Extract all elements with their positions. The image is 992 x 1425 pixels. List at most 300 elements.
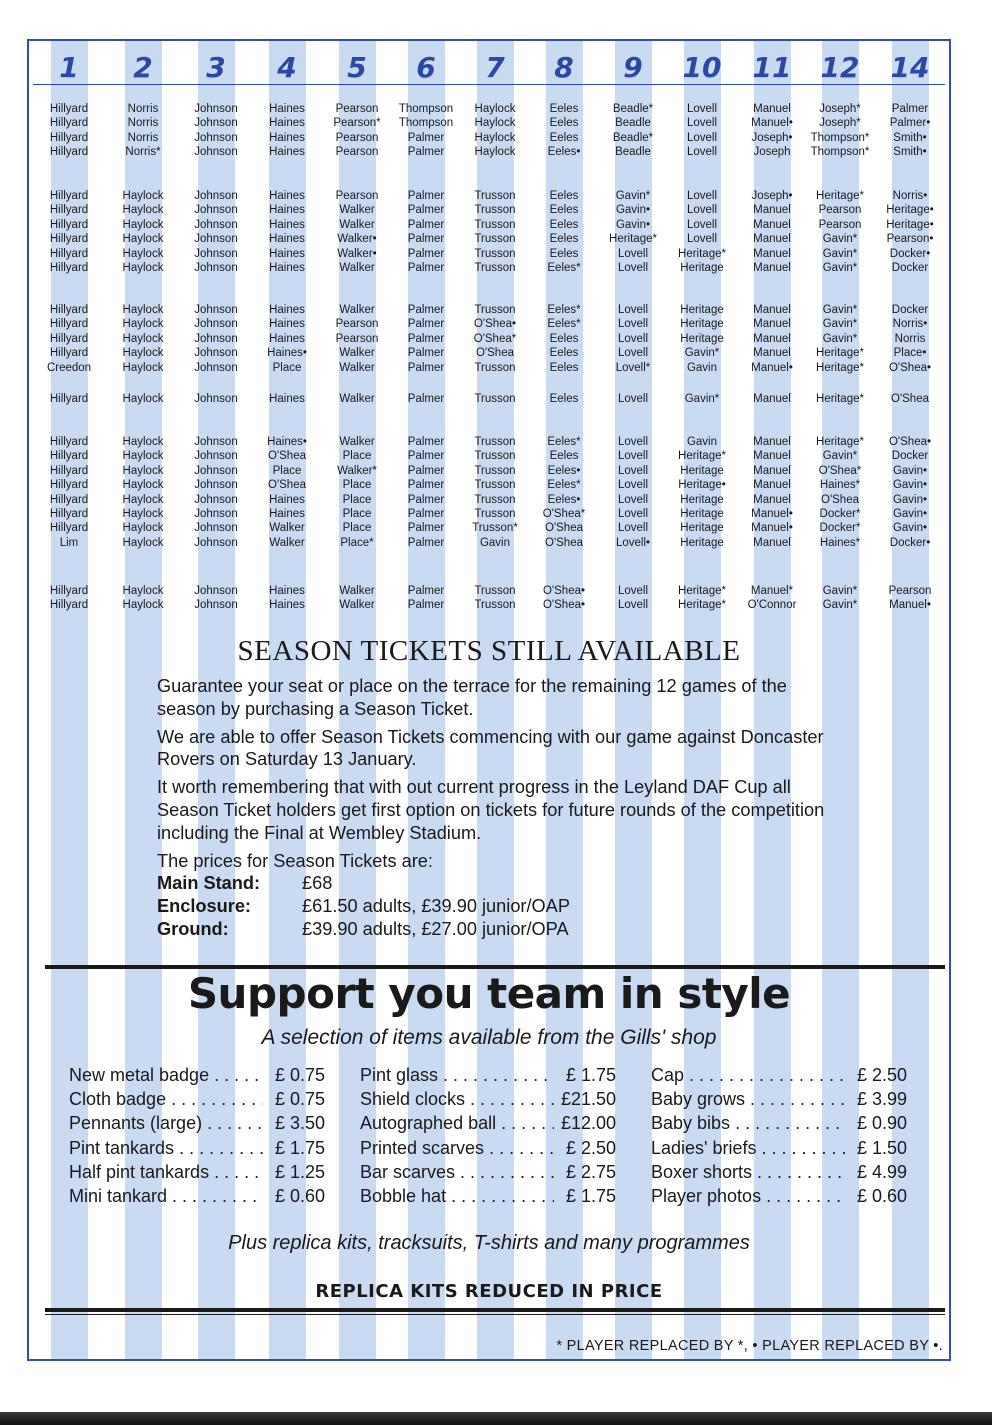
lineup-cell: Lovell bbox=[617, 479, 649, 492]
lineup-cell: Walker bbox=[339, 218, 375, 231]
squad-number: 10 bbox=[682, 51, 722, 84]
lineup-cell: Palmer bbox=[407, 450, 445, 463]
lineup-cell: Johnson bbox=[194, 522, 238, 535]
lineup-cell: Haylock bbox=[122, 393, 164, 405]
lineup-cell: Trusson bbox=[474, 493, 516, 506]
lineup-cell: Manuel bbox=[753, 493, 791, 506]
lineup-cell: Heritage* bbox=[816, 393, 864, 405]
lineup-cell: O'Shea* bbox=[473, 332, 517, 345]
lineup-cell: Lovell bbox=[617, 464, 649, 477]
lineup-cell: Manuel bbox=[753, 103, 791, 115]
lineup-cell: Hillyard bbox=[49, 146, 89, 159]
lineup-cell: Walker bbox=[339, 204, 375, 217]
lineup-cell: Joseph• bbox=[751, 190, 793, 202]
lineup-cell: Palmer bbox=[407, 493, 445, 506]
lineup-cell: Trusson bbox=[474, 599, 516, 612]
shop-item bbox=[360, 1184, 616, 1208]
lineup-cell: Haylock bbox=[122, 585, 164, 597]
lineup-cell: Docker bbox=[891, 304, 929, 316]
lineup-cell: Heritage bbox=[680, 508, 724, 520]
lineup-cell: Hillyard bbox=[49, 436, 89, 448]
lineup-cell: Walker* bbox=[337, 464, 377, 477]
lineup-cell: Heritage bbox=[680, 536, 724, 549]
lineup-cell: Gavin* bbox=[684, 393, 720, 405]
shop-item-name: Baby bibs . . . bbox=[651, 1111, 845, 1135]
lineup-cell: Hillyard bbox=[49, 332, 89, 345]
lineup-cell: Haylock bbox=[474, 117, 516, 130]
lineup-cell: O'Shea• bbox=[888, 436, 932, 448]
price-label: Enclosure: bbox=[157, 896, 251, 917]
lineup-cell: Gavin bbox=[686, 436, 718, 448]
lineup-cell: Palmer bbox=[407, 318, 445, 331]
lineup-cell: Pearson• bbox=[886, 233, 934, 246]
lineup-cell: Palmer bbox=[407, 479, 445, 492]
lineup-cell: Gavin* bbox=[822, 318, 858, 331]
lineup-cell: Norris bbox=[127, 117, 159, 130]
lineup-cell: Johnson bbox=[194, 233, 238, 246]
lineup-cell: Gavin* bbox=[822, 304, 858, 316]
shop-item bbox=[651, 1136, 907, 1160]
lineup-cell: Heritage* bbox=[678, 599, 726, 612]
lineup-cell: Walker bbox=[269, 522, 305, 535]
season-tickets-title: SEASON TICKETS STILL AVAILABLE bbox=[237, 635, 741, 667]
lineup-cell: Haines bbox=[269, 190, 305, 202]
price-row-ground bbox=[157, 918, 837, 941]
lineup-cell: Smith• bbox=[893, 146, 927, 159]
lineup-cell: Trusson* bbox=[472, 522, 518, 535]
lineup-cell: O'Shea bbox=[268, 479, 306, 492]
lineup-cell: Beadle* bbox=[612, 103, 654, 115]
squad-number: 4 bbox=[277, 51, 297, 84]
lineup-cell: Trusson bbox=[474, 450, 516, 463]
lineup-cell: O'Shea• bbox=[542, 599, 586, 612]
shop-column bbox=[360, 1063, 616, 1208]
lineup-cell: Beadle bbox=[615, 117, 651, 130]
lineup-cell: Haylock bbox=[122, 361, 164, 374]
lineup-cell: Thompson bbox=[398, 103, 454, 115]
lineup-cell: Walker• bbox=[337, 233, 377, 246]
lineup-cell: Eeles* bbox=[547, 479, 581, 492]
lineup-cell: Manuel bbox=[753, 233, 791, 246]
lineup-cell: Hillyard bbox=[49, 450, 89, 463]
lineup-cell: Manuel bbox=[753, 318, 791, 331]
shop-title: Support you team in style bbox=[187, 969, 791, 1018]
shop-item bbox=[360, 1063, 616, 1087]
shop-column bbox=[651, 1063, 907, 1208]
lineup-cell: Eeles* bbox=[547, 304, 581, 316]
lineup-cell: Haylock bbox=[122, 247, 164, 260]
lineup-cell: Haylock bbox=[122, 599, 164, 612]
shop-item-name: Baby grows . . . bbox=[651, 1087, 845, 1111]
lineup-cell: Haines* bbox=[819, 479, 861, 492]
shop-item bbox=[360, 1136, 616, 1160]
price-value: £61.50 adults, £39.90 junior/OAP bbox=[302, 896, 570, 917]
lineup-cell: Heritage* bbox=[678, 450, 726, 463]
squad-number: 14 bbox=[890, 51, 930, 84]
squad-number: 1 bbox=[59, 51, 79, 84]
lineup-cell: Heritage* bbox=[678, 585, 726, 597]
price-label: Ground: bbox=[157, 918, 229, 939]
lineup-cell: Haylock bbox=[122, 464, 164, 477]
lineup-cell: Haylock bbox=[122, 204, 164, 217]
shop-item-price: £ 1.50 bbox=[856, 1137, 907, 1158]
lineup-cell: Haines bbox=[269, 218, 305, 231]
shop-item-name: Cloth badge . . . bbox=[69, 1087, 263, 1111]
lineup-cell: Eeles bbox=[549, 450, 579, 463]
divider-bottom-thin bbox=[45, 1314, 945, 1315]
shop-item bbox=[69, 1184, 325, 1208]
lineup-cell: Walker bbox=[339, 585, 375, 597]
lineup-cell: Manuel bbox=[753, 464, 791, 477]
lineup-cell: Johnson bbox=[194, 190, 238, 202]
lineup-cell: Hillyard bbox=[49, 190, 89, 202]
lineup-cell: Place• bbox=[893, 347, 927, 360]
lineup-cell: Johnson bbox=[194, 479, 238, 492]
lineup-cell: Manuel• bbox=[751, 361, 793, 374]
lineup-cell: Palmer bbox=[407, 304, 445, 316]
lineup-cell: Haines bbox=[269, 393, 305, 405]
squad-number: 7 bbox=[485, 51, 505, 84]
lineup-cell: Manuel bbox=[753, 536, 791, 549]
lineup-cell: Johnson bbox=[194, 332, 238, 345]
lineup-cell: Walker bbox=[339, 436, 375, 448]
lineup-cell: Palmer bbox=[407, 436, 445, 448]
lineup-cell: Haines bbox=[269, 131, 305, 144]
lineup-cell: Haines bbox=[269, 585, 305, 597]
lineup-cell: Haines* bbox=[819, 536, 861, 549]
shop-item-price: £ 4.99 bbox=[856, 1161, 907, 1182]
lineup-cell: Pearson* bbox=[333, 117, 381, 130]
shop-item-price: £ 0.60 bbox=[856, 1186, 907, 1207]
lineup-cell: Johnson bbox=[194, 247, 238, 260]
lineup-cell: Trusson bbox=[474, 464, 516, 477]
shop-item-price: £ 2.75 bbox=[565, 1161, 616, 1182]
lineup-cell: Trusson bbox=[474, 233, 516, 246]
lineup-cell: Johnson bbox=[194, 103, 238, 115]
lineup-cell: Pearson bbox=[335, 131, 379, 144]
lineup-cell: Manuel bbox=[753, 393, 791, 405]
lineup-cell: O'Shea bbox=[268, 450, 306, 463]
squad-number: 6 bbox=[416, 51, 436, 84]
shop-item-price: £ 1.75 bbox=[565, 1065, 616, 1085]
lineup-cell: Palmer bbox=[407, 247, 445, 260]
lineup-cell: Manuel* bbox=[750, 585, 794, 597]
shop-item-price: £21.50 bbox=[560, 1089, 616, 1110]
lineup-cell: Gavin• bbox=[892, 508, 928, 520]
lineup-cell: Lovell bbox=[617, 493, 649, 506]
lineup-cell: Johnson bbox=[194, 204, 238, 217]
lineup-cell: Palmer bbox=[407, 508, 445, 520]
lineup-cell: Eeles bbox=[549, 361, 579, 374]
lineup-cell: Hillyard bbox=[49, 247, 89, 260]
divider-bottom-thick bbox=[45, 1308, 945, 1312]
lineup-cell: Hillyard bbox=[49, 318, 89, 331]
lineup-cell: Gavin• bbox=[892, 493, 928, 506]
lineup-cell: Haines• bbox=[267, 347, 307, 360]
lineup-cell: O'Shea• bbox=[888, 361, 932, 374]
lineup-cell: Eeles bbox=[549, 190, 579, 202]
lineup-cell: Trusson bbox=[474, 304, 516, 316]
lineup-cell: Heritage* bbox=[678, 247, 726, 260]
lineup-cell: Walker bbox=[339, 304, 375, 316]
lineup-cell: Gavin* bbox=[822, 599, 858, 612]
lineup-cell: Gavin• bbox=[615, 204, 651, 217]
lineup-cell: Pearson bbox=[335, 190, 379, 202]
lineup-cell: Palmer bbox=[407, 204, 445, 217]
shop-item-name: Cap . . . bbox=[651, 1063, 845, 1087]
lineup-cell: Eeles• bbox=[547, 493, 581, 506]
shop-item bbox=[651, 1063, 907, 1087]
lineup-cell: Johnson bbox=[194, 493, 238, 506]
lineup-cell: Haylock bbox=[122, 332, 164, 345]
lineup-cell: O'Shea* bbox=[818, 464, 862, 477]
shop-item-name: Mini tankard . . . bbox=[69, 1184, 263, 1208]
lineup-cell: O'Shea bbox=[545, 522, 583, 535]
page-content bbox=[29, 41, 949, 1359]
lineup-cell: Haylock bbox=[122, 522, 164, 535]
lineup-cell: Lovell bbox=[686, 131, 718, 144]
lineup-cell: Pearson bbox=[335, 103, 379, 115]
lineup-cell: Gavin bbox=[686, 361, 718, 374]
lineup-cell: Norris• bbox=[892, 318, 928, 331]
lineup-cell: O'Shea bbox=[821, 493, 859, 506]
lineup-cell: Manuel bbox=[753, 450, 791, 463]
lineup-cell: Place bbox=[272, 464, 302, 477]
lineup-cell: Haines bbox=[269, 508, 305, 520]
lineup-cell: Gavin• bbox=[892, 464, 928, 477]
lineup-cell: Pearson bbox=[335, 332, 379, 345]
lineup-cell: Hillyard bbox=[49, 522, 89, 535]
lineup-cell: Palmer bbox=[891, 103, 929, 115]
lineup-cell: O'Shea* bbox=[542, 508, 586, 520]
lineup-cell: Lovell bbox=[617, 522, 649, 535]
shop-item-price: £ 2.50 bbox=[565, 1137, 616, 1158]
lineup-cell: Hillyard bbox=[49, 304, 89, 316]
lineup-cell: Hillyard bbox=[49, 493, 89, 506]
lineup-cell: Lovell bbox=[617, 599, 649, 612]
lineup-cell: Heritage• bbox=[886, 204, 934, 217]
shop-item bbox=[651, 1087, 907, 1111]
shop-item-name: New metal badge . . . bbox=[69, 1063, 263, 1087]
lineup-cell: Eeles* bbox=[547, 436, 581, 448]
lineup-cell: Manuel bbox=[753, 304, 791, 316]
lineup-cell: Walker bbox=[339, 347, 375, 360]
lineup-cell: Heritage* bbox=[816, 190, 864, 202]
lineup-cell: O'Shea• bbox=[473, 318, 517, 331]
lineup-cell: Gavin* bbox=[822, 450, 858, 463]
season-paragraph: We are able to offer Season Tickets commencing with our game against Doncaster Rovers on Saturday 13 January. bbox=[157, 726, 824, 770]
lineup-cell: Haylock bbox=[122, 262, 164, 274]
lineup-cell: Norris bbox=[894, 332, 926, 345]
lineup-cell: Johnson bbox=[194, 464, 238, 477]
lineup-cell: Eeles bbox=[549, 332, 579, 345]
season-paragraph: The prices for Season Tickets are: bbox=[157, 850, 433, 871]
lineup-cell: Haylock bbox=[122, 508, 164, 520]
lineup-cell: O'Shea bbox=[891, 393, 929, 405]
shop-item-price: £ 0.75 bbox=[274, 1089, 325, 1110]
lineup-cell: O'Shea bbox=[545, 536, 583, 549]
lineup-cell: Gavin* bbox=[822, 585, 858, 597]
lineup-cell: Manuel bbox=[753, 436, 791, 448]
price-row-main-stand bbox=[157, 872, 837, 895]
shop-item bbox=[360, 1111, 616, 1135]
lineup-cell: Heritage bbox=[680, 304, 724, 316]
lineup-cell: Hillyard bbox=[49, 585, 89, 597]
lineup-cell: Trusson bbox=[474, 393, 516, 405]
lineup-cell: Eeles bbox=[549, 347, 579, 360]
lineup-cell: Hillyard bbox=[49, 117, 89, 130]
lineup-cell: Haines bbox=[269, 493, 305, 506]
lineup-cell: Joseph* bbox=[819, 103, 861, 115]
lineup-cell: Trusson bbox=[474, 361, 516, 374]
lineup-cell: Heritage* bbox=[816, 436, 864, 448]
lineup-cell: Hillyard bbox=[49, 218, 89, 231]
lineup-cell: Trusson bbox=[474, 508, 516, 520]
reduced-price-banner: REPLICA KITS REDUCED IN PRICE bbox=[315, 1281, 663, 1302]
lineup-cell: Lovell bbox=[617, 332, 649, 345]
lineup-cell: Manuel• bbox=[751, 508, 793, 520]
lineup-cell: Johnson bbox=[194, 536, 238, 549]
lineup-cell: Johnson bbox=[194, 304, 238, 316]
lineup-cell: Lovell bbox=[617, 347, 649, 360]
shop-item bbox=[360, 1087, 616, 1111]
scan-edge bbox=[0, 1412, 992, 1425]
lineup-cell: Docker* bbox=[819, 508, 861, 520]
lineup-cell: Haines bbox=[269, 304, 305, 316]
shop-item-name: Pint glass . . . bbox=[360, 1063, 554, 1087]
lineup-cell: Johnson bbox=[194, 508, 238, 520]
lineup-cell: Johnson bbox=[194, 393, 238, 405]
lineup-cell: Palmer bbox=[407, 585, 445, 597]
lineup-cell: O'Connor bbox=[747, 599, 797, 612]
lineup-cell: Johnson bbox=[194, 131, 238, 144]
lineup-cell: Palmer bbox=[407, 393, 445, 405]
lineup-cell: Place* bbox=[340, 536, 374, 549]
lineup-cell: Lim bbox=[59, 536, 79, 549]
lineup-cell: Eeles* bbox=[547, 318, 581, 331]
squad-number: 3 bbox=[206, 51, 226, 84]
lineup-cell: Manuel bbox=[753, 479, 791, 492]
lineup-cell: Johnson bbox=[194, 436, 238, 448]
lineup-cell: Palmer bbox=[407, 146, 445, 159]
lineup-cell: Haylock bbox=[122, 218, 164, 231]
lineup-cell: Pearson bbox=[335, 146, 379, 159]
lineup-cell: Heritage* bbox=[816, 347, 864, 360]
lineup-cell: Haylock bbox=[122, 304, 164, 316]
programme-page bbox=[27, 39, 951, 1361]
shop-item-price: £ 0.90 bbox=[856, 1113, 907, 1134]
season-paragraph: Guarantee your seat or place on the terrace for the remaining 12 games of the season by purchasing a Season Ticket. bbox=[157, 676, 787, 719]
lineup-cell: Gavin* bbox=[822, 262, 858, 274]
lineup-cell: Docker* bbox=[819, 522, 861, 535]
shop-item-name: Bar scarves . . . bbox=[360, 1160, 554, 1184]
shop-item bbox=[69, 1136, 325, 1160]
lineup-cell: Lovell bbox=[617, 450, 649, 463]
lineup-cell: Lovell bbox=[617, 508, 649, 520]
lineup-cell: Place bbox=[342, 479, 372, 492]
lineup-cell: Gavin• bbox=[892, 479, 928, 492]
lineup-cell: Hillyard bbox=[49, 464, 89, 477]
lineup-cell: Palmer bbox=[407, 599, 445, 612]
lineup-cell: Gavin* bbox=[822, 233, 858, 246]
lineup-cell: Joseph* bbox=[819, 117, 861, 130]
shop-item bbox=[69, 1087, 325, 1111]
shop-item-price: £ 3.99 bbox=[856, 1089, 907, 1110]
shop-item bbox=[69, 1160, 325, 1184]
lineup-cell: Johnson bbox=[194, 318, 238, 331]
lineup-cell: Haylock bbox=[122, 436, 164, 448]
lineup-cell: Haylock bbox=[122, 233, 164, 246]
lineup-cell: Hillyard bbox=[49, 508, 89, 520]
lineup-cell: Hillyard bbox=[49, 131, 89, 144]
lineup-cell: Place bbox=[342, 493, 372, 506]
shop-item bbox=[69, 1063, 325, 1087]
shop-item-price: £ 1.25 bbox=[274, 1161, 325, 1182]
lineup-cell: Joseph bbox=[753, 146, 791, 159]
lineup-cell: Lovell bbox=[617, 585, 649, 597]
lineup-cell: Hillyard bbox=[49, 393, 89, 405]
shop-item-name: Pint tankards . . . bbox=[69, 1136, 263, 1160]
lineup-cell: Palmer bbox=[407, 464, 445, 477]
lineup-cell: Lovell• bbox=[615, 536, 651, 549]
lineup-cell: Haines bbox=[269, 117, 305, 130]
lineup-cell: Lovell bbox=[617, 304, 649, 316]
lineup-cell: Haylock bbox=[474, 103, 516, 115]
lineup-cell: Heritage* bbox=[816, 361, 864, 374]
lineup-cell: Thompson* bbox=[810, 146, 870, 159]
lineup-cell: Haylock bbox=[122, 536, 164, 549]
replica-line: Plus replica kits, tracksuits, T-shirts and many programmes bbox=[228, 1232, 750, 1254]
lineup-cell: Gavin* bbox=[822, 332, 858, 345]
shop-subtitle: A selection of items available from the Gills' shop bbox=[261, 1026, 717, 1049]
lineup-cell: Lovell bbox=[617, 262, 649, 274]
lineup-cell: Walker bbox=[339, 262, 375, 274]
shop-item-price: £12.00 bbox=[560, 1113, 616, 1134]
lineup-cell: Hillyard bbox=[49, 347, 89, 360]
lineup-cell: Gavin• bbox=[892, 522, 928, 535]
lineup-cell: Norris bbox=[127, 131, 159, 144]
lineup-cell: Heritage bbox=[680, 318, 724, 331]
lineup-cell: Place bbox=[342, 522, 372, 535]
lineup-cell: Beadle bbox=[615, 146, 651, 159]
lineup-cell: Heritage• bbox=[678, 479, 726, 492]
shop-item-price: £ 3.50 bbox=[274, 1113, 325, 1134]
squad-number: 12 bbox=[820, 51, 860, 84]
shop-item bbox=[651, 1111, 907, 1135]
lineup-cell: Manuel• bbox=[889, 599, 931, 612]
squad-number: 8 bbox=[554, 51, 574, 84]
lineup-cell: Manuel bbox=[753, 262, 791, 274]
lineup-cell: Eeles bbox=[549, 131, 579, 144]
lineup-cell: Eeles bbox=[549, 117, 579, 130]
lineup-cell: Eeles• bbox=[547, 146, 581, 159]
lineup-cell: Hillyard bbox=[49, 479, 89, 492]
lineup-cell: Heritage bbox=[680, 493, 724, 506]
lineup-cell: Haylock bbox=[474, 146, 516, 159]
lineup-cell: Haylock bbox=[474, 131, 516, 144]
shop-item-price: £ 1.75 bbox=[565, 1186, 616, 1207]
lineup-cell: O'Shea• bbox=[542, 585, 586, 597]
lineup-cell: Hillyard bbox=[49, 204, 89, 217]
lineup-cell: Trusson bbox=[474, 585, 516, 597]
shop-item-price: £ 0.60 bbox=[274, 1186, 325, 1207]
lineup-cell: Palmer bbox=[407, 347, 445, 360]
price-label: Main Stand: bbox=[157, 873, 261, 894]
lineup-cell: Trusson bbox=[474, 204, 516, 217]
lineup-cell: Palmer bbox=[407, 361, 445, 374]
lineup-cell: Pearson bbox=[818, 204, 862, 217]
lineup-cell: Palmer bbox=[407, 536, 445, 549]
